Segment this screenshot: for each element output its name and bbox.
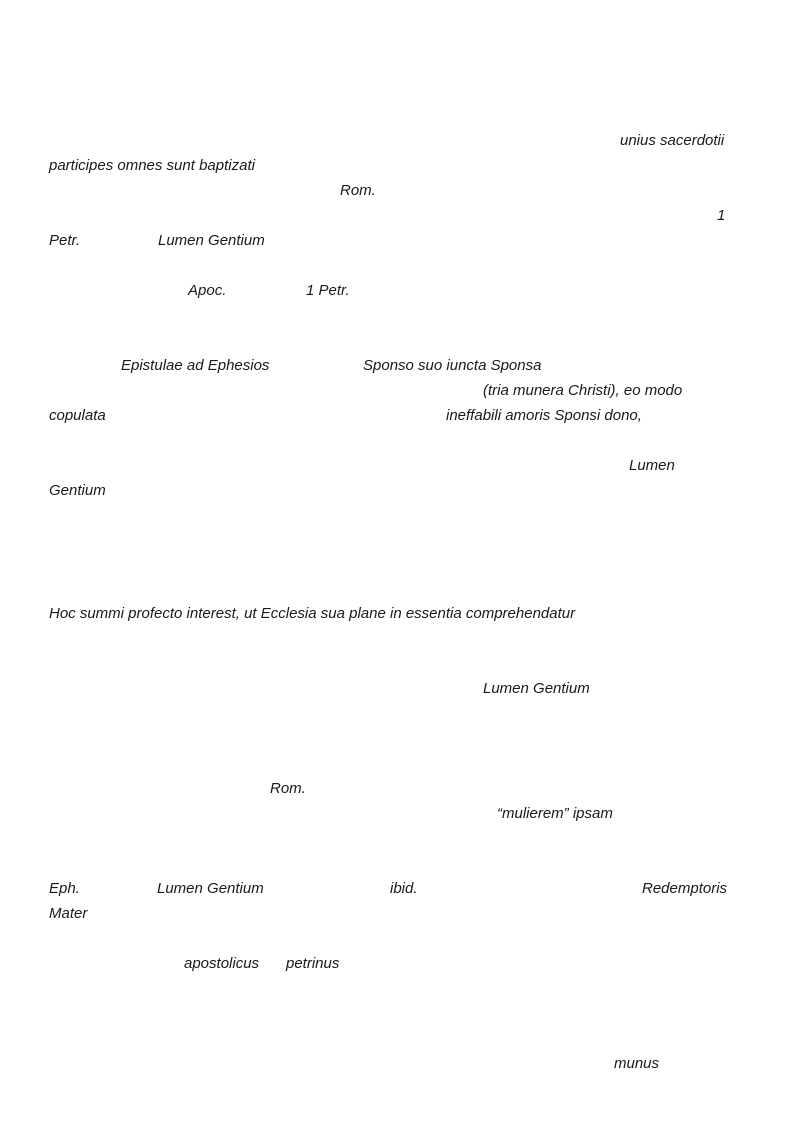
text-fragment: (tria munera Christi), eo modo: [483, 382, 683, 399]
text-fragment: Eph.: [49, 880, 80, 897]
text-fragment: Epistulae ad Ephesios: [121, 357, 270, 374]
text-fragment: Lumen Gentium: [483, 680, 590, 697]
text-fragment: Lumen Gentium: [157, 880, 264, 897]
text-fragment: Rom.: [270, 780, 306, 797]
text-fragment: Gentium: [49, 482, 106, 499]
text-fragment: Lumen Gentium: [158, 232, 265, 249]
text-fragment: Sponso suo iuncta Sponsa: [363, 357, 542, 374]
text-fragment: Redemptoris: [642, 880, 728, 897]
text-fragment: 1 Petr.: [306, 282, 350, 299]
text-fragment: Mater: [49, 905, 88, 922]
text-fragment: Apoc.: [188, 282, 227, 299]
text-fragment: 1: [717, 207, 726, 224]
text-fragment: copulata: [49, 407, 106, 424]
text-fragment: munus: [614, 1055, 660, 1072]
text-fragment: “mulierem” ipsam: [497, 805, 613, 822]
text-fragment: ineffabili amoris Sponsi dono,: [446, 407, 642, 424]
text-fragment: Hoc summi profecto interest, ut Ecclesia sua plane in essentia comprehendatur: [49, 605, 576, 622]
text-fragment: petrinus: [286, 955, 340, 972]
text-fragment: Petr.: [49, 232, 81, 249]
text-fragment: participes omnes sunt baptizati: [49, 157, 255, 174]
text-fragment: Lumen: [629, 457, 675, 474]
text-fragment: apostolicus: [184, 955, 260, 972]
text-fragment: Rom.: [340, 182, 376, 199]
text-fragment: ibid.: [390, 880, 418, 897]
text-fragment: unius sacerdotii: [620, 132, 725, 149]
